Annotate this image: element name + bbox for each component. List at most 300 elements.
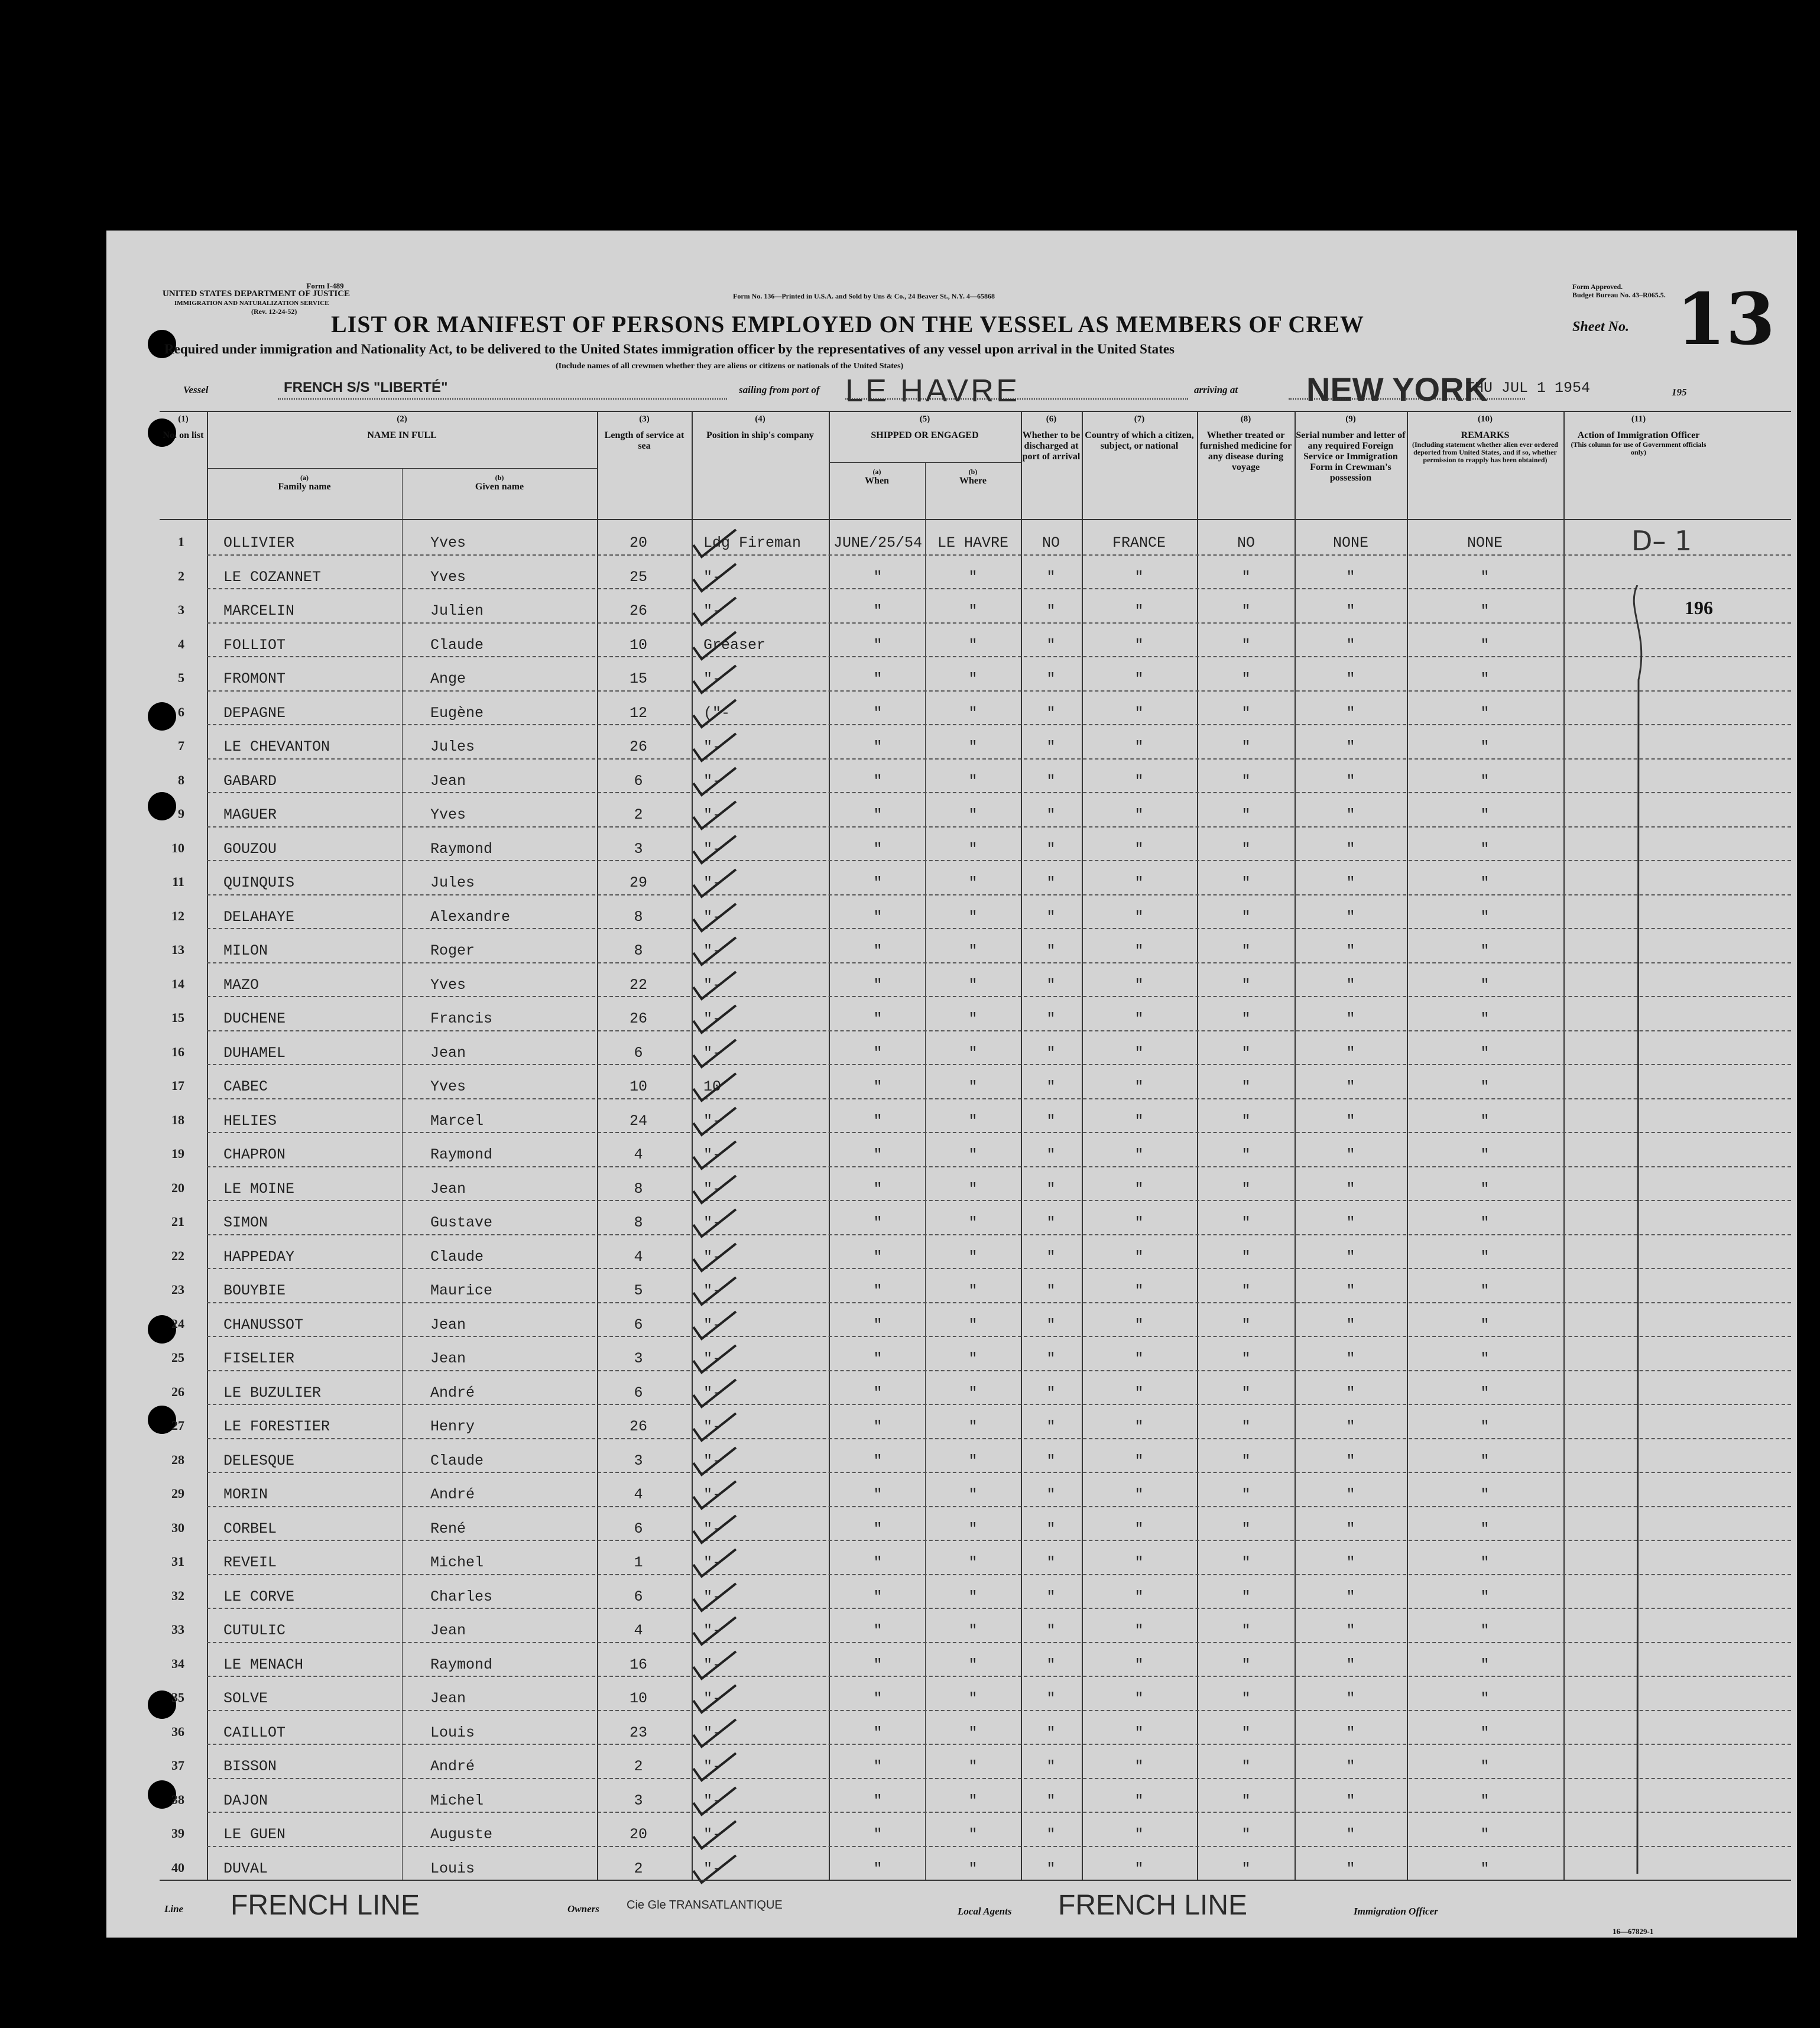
family-name-cell: LE CHEVANTON xyxy=(223,738,330,755)
ditto-mark: " xyxy=(968,1554,978,1571)
ditto-mark: " xyxy=(1346,976,1355,994)
ditto-mark: " xyxy=(1046,840,1056,858)
row-rule xyxy=(207,1506,1791,1507)
family-name-cell: DELAHAYE xyxy=(223,908,295,926)
ditto-mark: " xyxy=(1241,806,1251,823)
given-name-cell: Jean xyxy=(430,1350,466,1367)
row-number: 15 xyxy=(171,1010,184,1025)
arrival-date: THU JUL 1 1954 xyxy=(1466,379,1591,397)
row-rule xyxy=(207,1370,1791,1371)
row-number: 22 xyxy=(171,1248,184,1263)
ditto-mark: " xyxy=(1241,772,1251,790)
check-mark xyxy=(689,663,742,696)
given-name-cell: Yves xyxy=(430,534,466,551)
given-name-cell: André xyxy=(430,1384,475,1401)
ditto-mark: " xyxy=(1241,1044,1251,1062)
ditto-mark: " xyxy=(1046,1350,1056,1367)
table-row xyxy=(106,1648,1797,1682)
ditto-mark: " xyxy=(1480,1520,1490,1537)
ditto-mark: " xyxy=(1241,1316,1251,1333)
given-name-cell: Henry xyxy=(430,1418,475,1435)
table-row xyxy=(106,934,1797,968)
row-rule xyxy=(207,758,1791,760)
row-number: 29 xyxy=(171,1486,184,1501)
position-cell: "- xyxy=(703,1826,722,1843)
ditto-mark: " xyxy=(968,1622,978,1639)
table-row xyxy=(106,1070,1797,1104)
service-cell: 26 xyxy=(629,1418,648,1435)
ditto-mark: " xyxy=(1241,1248,1251,1266)
col-header-shipped: (5) SHIPPED OR ENGAGED xyxy=(871,414,979,440)
position-cell: "- xyxy=(703,874,722,891)
officer-label: Immigration Officer xyxy=(1354,1906,1438,1917)
ditto-mark: " xyxy=(968,1520,978,1537)
ditto-mark: " xyxy=(1346,1486,1355,1503)
family-name-cell: DEPAGNE xyxy=(223,704,286,722)
ditto-mark: " xyxy=(1046,1078,1056,1095)
ditto-mark: " xyxy=(968,1282,978,1299)
ditto-mark: " xyxy=(873,1452,883,1469)
family-name-cell: DAJON xyxy=(223,1792,268,1809)
position-cell: "- xyxy=(703,1690,722,1707)
ditto-mark: " xyxy=(1241,1486,1251,1503)
given-name-cell: Claude xyxy=(430,636,484,654)
ditto-mark: " xyxy=(1241,1622,1251,1639)
row-rule xyxy=(207,1846,1791,1847)
ditto-mark: " xyxy=(873,568,883,586)
check-mark xyxy=(689,1547,742,1580)
ditto-mark: " xyxy=(1046,1146,1056,1163)
position-cell: "- xyxy=(703,1112,722,1130)
row-number: 20 xyxy=(171,1180,184,1195)
ditto-mark: " xyxy=(1480,1248,1490,1266)
ditto-mark: " xyxy=(968,1724,978,1741)
check-mark xyxy=(689,1139,742,1172)
ditto-mark: " xyxy=(873,670,883,687)
service-cell: 20 xyxy=(629,534,648,551)
ditto-mark: " xyxy=(1346,1044,1355,1062)
ditto-mark: " xyxy=(873,1418,883,1435)
check-mark xyxy=(689,1683,742,1716)
ditto-mark: " xyxy=(873,1622,883,1639)
given-name-cell: Claude xyxy=(430,1248,484,1266)
check-mark xyxy=(689,1649,742,1682)
table-row xyxy=(106,1274,1797,1308)
ditto-mark: " xyxy=(1241,874,1251,891)
col-header-serial: (9) Serial number and letter of any required Foreign Service or Immigration Form in Crewman's possession xyxy=(1296,414,1406,483)
family-name-cell: HAPPEDAY xyxy=(223,1248,295,1266)
row-number: 28 xyxy=(171,1452,184,1467)
ditto-mark: " xyxy=(1241,568,1251,586)
ditto-mark: " xyxy=(1480,806,1490,823)
family-name-cell: DUHAMEL xyxy=(223,1044,286,1062)
printer-note: Form No. 136—Printed in U.S.A. and Sold by Uns & Co., 24 Beaver St., N.Y. 4—65868 xyxy=(733,292,995,300)
country-cell: FRANCE xyxy=(1112,534,1166,551)
ditto-mark: " xyxy=(1346,1010,1355,1027)
service-cell: 16 xyxy=(629,1656,648,1673)
ditto-mark: " xyxy=(1046,1044,1056,1062)
family-name-cell: DELESQUE xyxy=(223,1452,295,1469)
ditto-mark: " xyxy=(1046,942,1056,959)
shipped-where-cell: LE HAVRE xyxy=(937,534,1009,551)
family-name-cell: LE FORESTIER xyxy=(223,1418,330,1435)
ditto-mark: " xyxy=(1480,1792,1490,1809)
family-name-cell: SOLVE xyxy=(223,1690,268,1707)
position-cell: Ldg Fireman xyxy=(703,534,802,551)
ditto-mark: " xyxy=(1046,1282,1056,1299)
ditto-mark: " xyxy=(873,1044,883,1062)
ditto-mark: " xyxy=(1480,1044,1490,1062)
ditto-mark: " xyxy=(1346,840,1355,858)
ditto-mark: " xyxy=(1346,1146,1355,1163)
row-number: 27 xyxy=(171,1418,184,1433)
family-name-cell: FROMONT xyxy=(223,670,286,687)
row-number: 5 xyxy=(178,670,184,685)
service-cell: 3 xyxy=(634,840,643,858)
check-mark xyxy=(689,1207,742,1240)
ditto-mark: " xyxy=(1480,1112,1490,1130)
service-cell: 2 xyxy=(634,806,643,823)
ditto-mark: " xyxy=(1241,636,1251,654)
ditto-mark: " xyxy=(873,1486,883,1503)
ditto-mark: " xyxy=(1480,1146,1490,1163)
ditto-mark: " xyxy=(1241,1588,1251,1605)
family-name-cell: LE MENACH xyxy=(223,1656,304,1673)
service-cell: 6 xyxy=(634,1384,643,1401)
ditto-mark: " xyxy=(1134,1316,1144,1333)
ditto-mark: " xyxy=(1480,568,1490,586)
ditto-mark: " xyxy=(1241,1180,1251,1198)
table-row xyxy=(106,1308,1797,1342)
given-name-cell: Jean xyxy=(430,1316,466,1333)
ditto-mark: " xyxy=(968,1826,978,1843)
table-row xyxy=(106,526,1797,560)
row-rule xyxy=(207,1744,1791,1745)
family-name-cell: SIMON xyxy=(223,1214,268,1231)
given-name-cell: Julien xyxy=(430,602,484,619)
row-rule xyxy=(207,1642,1791,1643)
ditto-mark: " xyxy=(968,806,978,823)
row-number: 36 xyxy=(171,1724,184,1739)
ditto-mark: " xyxy=(873,1690,883,1707)
ditto-mark: " xyxy=(1480,1078,1490,1095)
check-mark xyxy=(689,1785,742,1818)
ditto-mark: " xyxy=(1134,908,1144,926)
check-mark xyxy=(689,1819,742,1852)
ditto-mark: " xyxy=(1241,1112,1251,1130)
col-header-position: (4) Position in ship's company xyxy=(706,414,814,440)
table-row xyxy=(106,662,1797,696)
row-rule xyxy=(207,724,1791,725)
ditto-mark: " xyxy=(1346,704,1355,722)
service-cell: 4 xyxy=(634,1486,643,1503)
position-cell: "- xyxy=(703,806,722,823)
ditto-mark: " xyxy=(1134,806,1144,823)
ditto-mark: " xyxy=(968,704,978,722)
ditto-mark: " xyxy=(1480,636,1490,654)
ditto-mark: " xyxy=(1241,602,1251,619)
ditto-mark: " xyxy=(1241,1758,1251,1775)
row-rule xyxy=(207,1064,1791,1065)
service-cell: 3 xyxy=(634,1792,643,1809)
ditto-mark: " xyxy=(1134,1588,1144,1605)
given-name-cell: Gustave xyxy=(430,1214,493,1231)
ditto-mark: " xyxy=(1346,602,1355,619)
service-cell: 12 xyxy=(629,704,648,722)
ditto-mark: " xyxy=(1046,806,1056,823)
given-name-cell: Michel xyxy=(430,1792,484,1809)
ditto-mark: " xyxy=(1480,1452,1490,1469)
owners-value: Cie Gle TRANSATLANTIQUE xyxy=(627,1899,783,1912)
family-name-cell: CABEC xyxy=(223,1078,268,1095)
ditto-mark: " xyxy=(1134,1282,1144,1299)
row-rule xyxy=(207,622,1791,624)
row-rule xyxy=(207,792,1791,793)
ditto-mark: " xyxy=(968,636,978,654)
position-cell: "- xyxy=(703,1554,722,1571)
given-name-cell: Jean xyxy=(430,1622,466,1639)
service-cell: 8 xyxy=(634,1214,643,1231)
table-row xyxy=(106,594,1797,628)
row-rule xyxy=(207,996,1791,997)
ditto-mark: " xyxy=(1046,1180,1056,1198)
family-name-cell: GABARD xyxy=(223,772,277,790)
service-cell: 8 xyxy=(634,908,643,926)
ditto-mark: " xyxy=(968,1758,978,1775)
vessel-underline xyxy=(278,398,727,400)
ditto-mark: " xyxy=(1046,874,1056,891)
row-rule xyxy=(207,1302,1791,1303)
given-name-cell: Jean xyxy=(430,1690,466,1707)
ditto-mark: " xyxy=(968,568,978,586)
ditto-mark: " xyxy=(873,1656,883,1673)
ditto-mark: " xyxy=(1046,602,1056,619)
position-cell: "- xyxy=(703,1044,722,1062)
col-header-discharged: (6) Whether to be discharged at port of arrival xyxy=(1022,414,1081,462)
form-approved: Form Approved. xyxy=(1572,283,1623,291)
ditto-mark: " xyxy=(1134,1554,1144,1571)
row-number: 18 xyxy=(171,1112,184,1127)
owners-label: Owners xyxy=(567,1903,599,1915)
officer-bracket-line xyxy=(1620,585,1667,1886)
row-rule xyxy=(207,1268,1791,1269)
col-header-name: (2) NAME IN FULL xyxy=(367,414,437,440)
position-cell: "- xyxy=(703,1656,722,1673)
ditto-mark: " xyxy=(1346,942,1355,959)
ditto-mark: " xyxy=(968,1248,978,1266)
check-mark xyxy=(689,1377,742,1410)
table-row xyxy=(106,1546,1797,1580)
ditto-mark: " xyxy=(1241,1690,1251,1707)
ditto-mark: " xyxy=(1480,1622,1490,1639)
check-mark xyxy=(689,562,742,595)
family-name-cell: MILON xyxy=(223,942,268,959)
ditto-mark: " xyxy=(1241,1214,1251,1231)
ditto-mark: " xyxy=(1046,1520,1056,1537)
row-rule xyxy=(207,1030,1791,1031)
port-from: LE HAVRE xyxy=(845,373,1020,408)
ditto-mark: " xyxy=(1046,568,1056,586)
ditto-mark: " xyxy=(1480,1724,1490,1741)
row-number: 11 xyxy=(172,874,184,889)
row-number: 30 xyxy=(171,1520,184,1535)
family-name-cell: LE COZANNET xyxy=(223,568,322,586)
position-cell: "- xyxy=(703,1010,722,1027)
row-rule xyxy=(207,1132,1791,1133)
table-row xyxy=(106,1716,1797,1750)
table-row xyxy=(106,1172,1797,1206)
col-header-officer-action: (11) Action of Immigration Officer (This column for use of Government officials only) xyxy=(1571,414,1707,456)
row-rule xyxy=(207,1336,1791,1337)
row-number: 14 xyxy=(171,976,184,991)
form-footer-code: 16—67829-1 xyxy=(1613,1927,1654,1936)
line-value: FRENCH LINE xyxy=(231,1890,420,1921)
given-name-cell: André xyxy=(430,1758,475,1775)
ditto-mark: " xyxy=(1134,1724,1144,1741)
ditto-mark: " xyxy=(1046,1010,1056,1027)
check-mark xyxy=(689,1037,742,1070)
ditto-mark: " xyxy=(1046,636,1056,654)
table-row xyxy=(106,1104,1797,1138)
ditto-mark: " xyxy=(968,738,978,755)
check-mark xyxy=(689,1003,742,1036)
ditto-mark: " xyxy=(873,1520,883,1537)
given-name-cell: Michel xyxy=(430,1554,484,1571)
ditto-mark: " xyxy=(873,1350,883,1367)
row-number: 23 xyxy=(171,1282,184,1297)
position-cell: "- xyxy=(703,1248,722,1266)
given-name-cell: Yves xyxy=(430,1078,466,1095)
budget-bureau: Budget Bureau No. 43–R065.5. xyxy=(1572,291,1666,299)
ditto-mark: " xyxy=(1134,1826,1144,1843)
given-name-cell: Yves xyxy=(430,568,466,586)
given-name-cell: Louis xyxy=(430,1724,475,1741)
ditto-mark: " xyxy=(1480,1758,1490,1775)
ditto-mark: " xyxy=(1480,942,1490,959)
table-row xyxy=(106,1138,1797,1172)
ditto-mark: " xyxy=(1046,1214,1056,1231)
col-header-family-name: (a) Family name xyxy=(278,473,331,492)
ditto-mark: " xyxy=(1046,1792,1056,1809)
given-name-cell: Alexandre xyxy=(430,908,511,926)
ditto-mark: " xyxy=(968,1690,978,1707)
ditto-mark: " xyxy=(1346,1180,1355,1198)
service-cell: 3 xyxy=(634,1350,643,1367)
check-mark xyxy=(689,799,742,832)
service-cell: 6 xyxy=(634,772,643,790)
ditto-mark: " xyxy=(1134,738,1144,755)
row-number: 31 xyxy=(171,1554,184,1569)
table-row xyxy=(106,560,1797,595)
given-name-cell: Francis xyxy=(430,1010,493,1027)
table-bottom-border xyxy=(160,1880,1791,1881)
given-name-cell: Yves xyxy=(430,976,466,994)
given-name-cell: Eugène xyxy=(430,704,484,722)
service-cell: 10 xyxy=(629,1078,648,1095)
ditto-mark: " xyxy=(1134,704,1144,722)
form-revision: (Rev. 12-24-52) xyxy=(251,307,297,316)
check-mark xyxy=(689,1411,742,1444)
ditto-mark: " xyxy=(873,1384,883,1401)
check-mark xyxy=(689,1309,742,1342)
ditto-mark: " xyxy=(1346,670,1355,687)
ditto-mark: " xyxy=(1346,1350,1355,1367)
table-row xyxy=(106,832,1797,867)
position-cell: "- xyxy=(703,1316,722,1333)
vessel-label: Vessel xyxy=(183,384,209,395)
ditto-mark: " xyxy=(1346,1554,1355,1571)
service-cell: 8 xyxy=(634,1180,643,1198)
family-name-cell: OLLIVIER xyxy=(223,534,295,551)
ditto-mark: " xyxy=(873,636,883,654)
row-rule xyxy=(207,1166,1791,1167)
check-mark xyxy=(689,1173,742,1206)
ditto-mark: " xyxy=(1046,1724,1056,1741)
row-number: 3 xyxy=(178,602,184,617)
service-cell: 2 xyxy=(634,1758,643,1775)
row-number: 32 xyxy=(171,1588,184,1603)
ditto-mark: " xyxy=(873,840,883,858)
ditto-mark: " xyxy=(1241,1826,1251,1843)
table-row xyxy=(106,968,1797,1002)
ditto-mark: " xyxy=(1241,1418,1251,1435)
service-cell: 6 xyxy=(634,1588,643,1605)
ditto-mark: " xyxy=(1346,1860,1355,1877)
ditto-mark: " xyxy=(873,1248,883,1266)
table-row xyxy=(106,1376,1797,1410)
ditto-mark: " xyxy=(1480,1554,1490,1571)
check-mark xyxy=(689,1513,742,1546)
serial-cell: NONE xyxy=(1332,534,1369,551)
family-name-cell: CAILLOT xyxy=(223,1724,286,1741)
given-name-cell: Raymond xyxy=(430,1656,493,1673)
ditto-mark: " xyxy=(1346,1248,1355,1266)
row-number: 4 xyxy=(178,636,184,651)
ditto-mark: " xyxy=(873,874,883,891)
table-top-border xyxy=(160,411,1791,412)
col-header-when: (a) When xyxy=(865,468,889,486)
service-cell: 15 xyxy=(629,670,648,687)
ditto-mark: " xyxy=(1241,1554,1251,1571)
row-number: 6 xyxy=(178,704,184,719)
row-rule xyxy=(207,1608,1791,1609)
discharged-cell: NO xyxy=(1042,534,1060,551)
given-name-cell: René xyxy=(430,1520,466,1537)
ditto-mark: " xyxy=(1346,1316,1355,1333)
row-number: 39 xyxy=(171,1826,184,1841)
ditto-mark: " xyxy=(1046,1316,1056,1333)
ditto-mark: " xyxy=(1346,1724,1355,1741)
ditto-mark: " xyxy=(1134,1078,1144,1095)
ditto-mark: " xyxy=(1346,1418,1355,1435)
ditto-mark: " xyxy=(1134,1486,1144,1503)
ditto-mark: " xyxy=(1046,670,1056,687)
row-rule xyxy=(207,1098,1791,1099)
agents-value: FRENCH LINE xyxy=(1058,1890,1248,1921)
table-row xyxy=(106,1818,1797,1852)
ditto-mark: " xyxy=(1046,1418,1056,1435)
ditto-mark: " xyxy=(873,1316,883,1333)
family-name-cell: CHAPRON xyxy=(223,1146,286,1163)
service-cell: 4 xyxy=(634,1146,643,1163)
service-cell: 25 xyxy=(629,568,648,586)
service-cell: 10 xyxy=(629,1690,648,1707)
port-from-underline xyxy=(845,398,1188,400)
check-mark xyxy=(689,1275,742,1308)
check-mark xyxy=(689,1717,742,1750)
ditto-mark: " xyxy=(1046,1758,1056,1775)
ditto-mark: " xyxy=(1046,738,1056,755)
